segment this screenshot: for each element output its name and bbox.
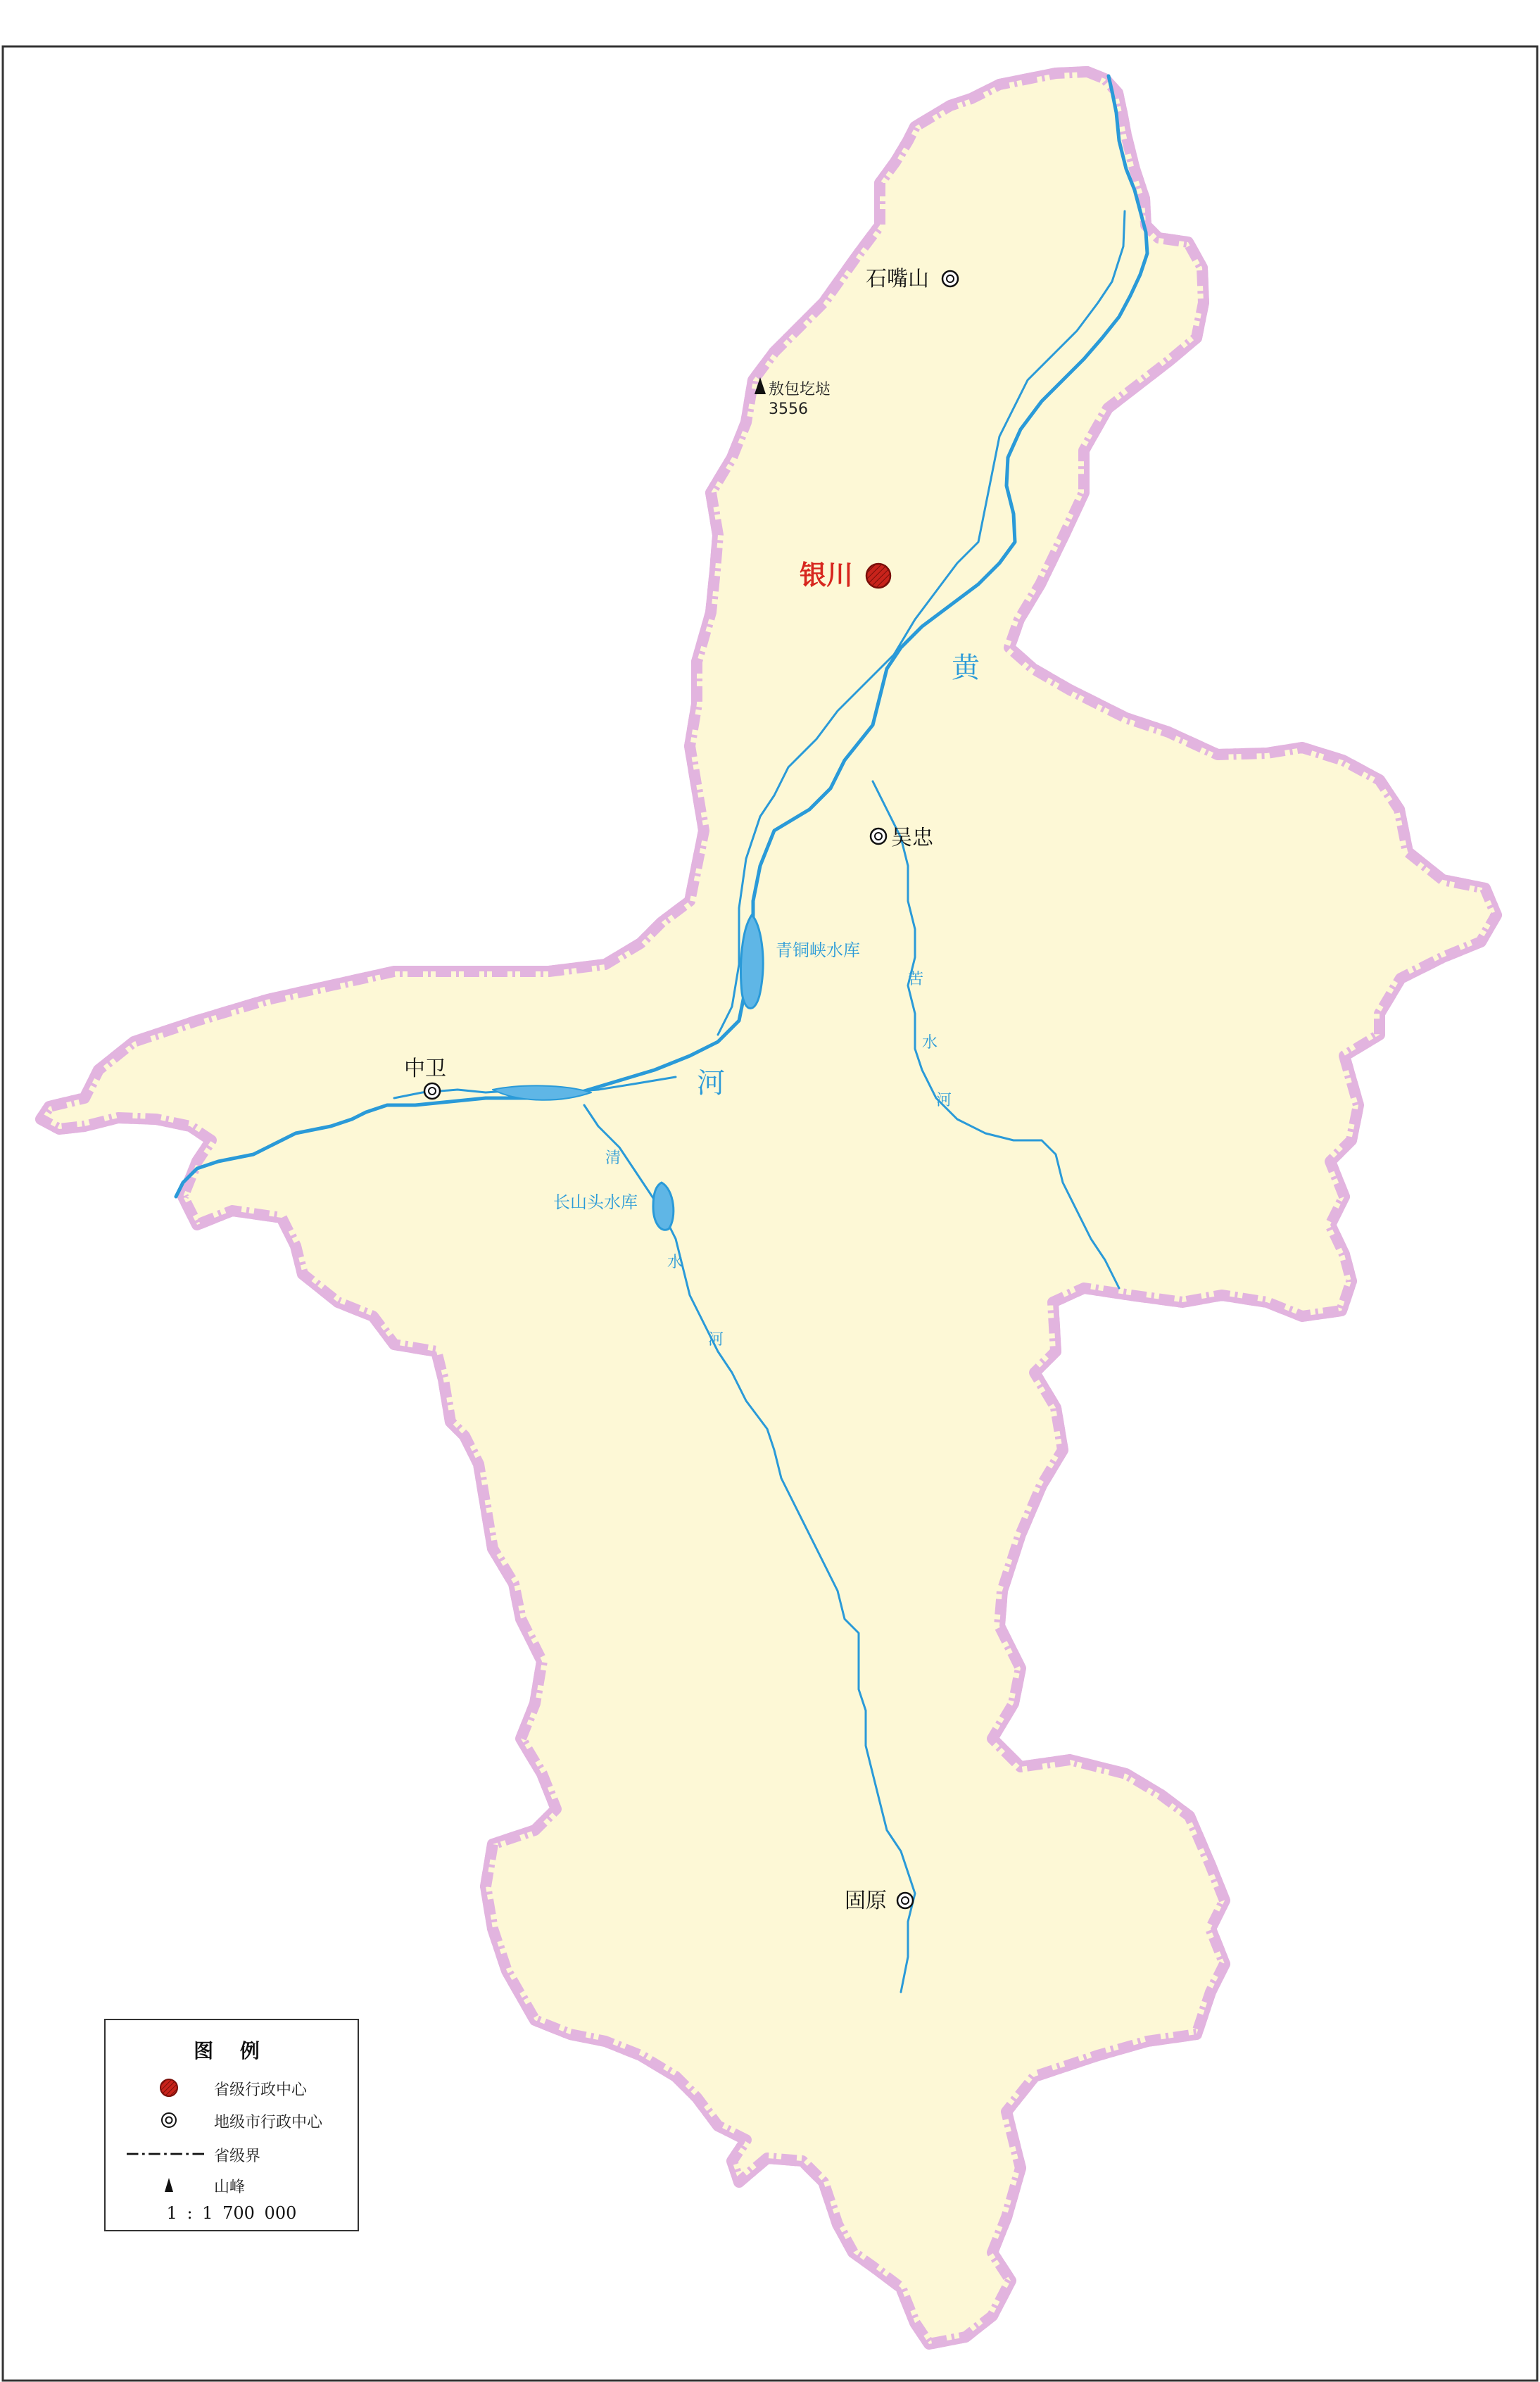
peak-name: 敖包圪垯 bbox=[769, 381, 831, 398]
qingshui-river-label-3: 河 bbox=[708, 1331, 724, 1349]
city-label-guyuan: 固原 bbox=[845, 1889, 887, 1913]
kushui-river-label-3: 河 bbox=[936, 1092, 952, 1109]
legend-label-capital: 省级行政中心 bbox=[214, 2081, 308, 2099]
legend-row-prefecture bbox=[106, 2106, 358, 2134]
city-yinchuan[interactable] bbox=[800, 560, 890, 591]
provincial-capital-icon bbox=[148, 2078, 190, 2098]
prefecture-center-icon bbox=[897, 1893, 913, 1908]
kushui-river-label-1: 苦 bbox=[908, 971, 924, 988]
prefecture-center-icon bbox=[871, 828, 886, 844]
prefecture-center-icon bbox=[424, 1083, 440, 1099]
legend-title: 图 例 bbox=[194, 2039, 270, 2062]
qingtongxia-reservoir-label: 青铜峡水库 bbox=[776, 940, 860, 960]
legend-row-boundary bbox=[106, 2140, 358, 2168]
prefecture-center-icon bbox=[942, 271, 958, 286]
city-label-shizuishan: 石嘴山 bbox=[866, 267, 929, 291]
qingshui-river-label-2: 水 bbox=[667, 1254, 683, 1271]
legend-label-boundary: 省级界 bbox=[214, 2148, 261, 2165]
changshantou-reservoir-label: 长山头水库 bbox=[553, 1192, 638, 1212]
yellow-river-label-2: 河 bbox=[697, 1067, 725, 1099]
provincial-capital-icon bbox=[866, 564, 890, 588]
city-label-wuzhong: 吴忠 bbox=[891, 826, 933, 850]
city-label-zhongwei: 中卫 bbox=[404, 1057, 446, 1081]
legend-label-prefecture: 地级市行政中心 bbox=[214, 2114, 323, 2131]
legend-label-peak: 山峰 bbox=[214, 2179, 246, 2196]
prefecture-center-icon bbox=[148, 2110, 190, 2130]
peak-elevation: 3556 bbox=[769, 401, 808, 418]
legend-scale: 1 : 1 700 000 bbox=[166, 2203, 297, 2223]
legend-row-capital bbox=[106, 2074, 358, 2102]
kushui-river-label-2: 水 bbox=[922, 1034, 938, 1052]
qingshui-river-label-1: 清 bbox=[605, 1149, 621, 1167]
legend-row-peak bbox=[106, 2171, 358, 2199]
yellow-river-label-1: 黄 bbox=[952, 652, 980, 684]
provincial-boundary-icon bbox=[127, 2144, 204, 2164]
legend bbox=[104, 2019, 359, 2231]
city-label-yinchuan: 银川 bbox=[800, 560, 854, 591]
mountain-peak-icon bbox=[148, 2175, 190, 2195]
